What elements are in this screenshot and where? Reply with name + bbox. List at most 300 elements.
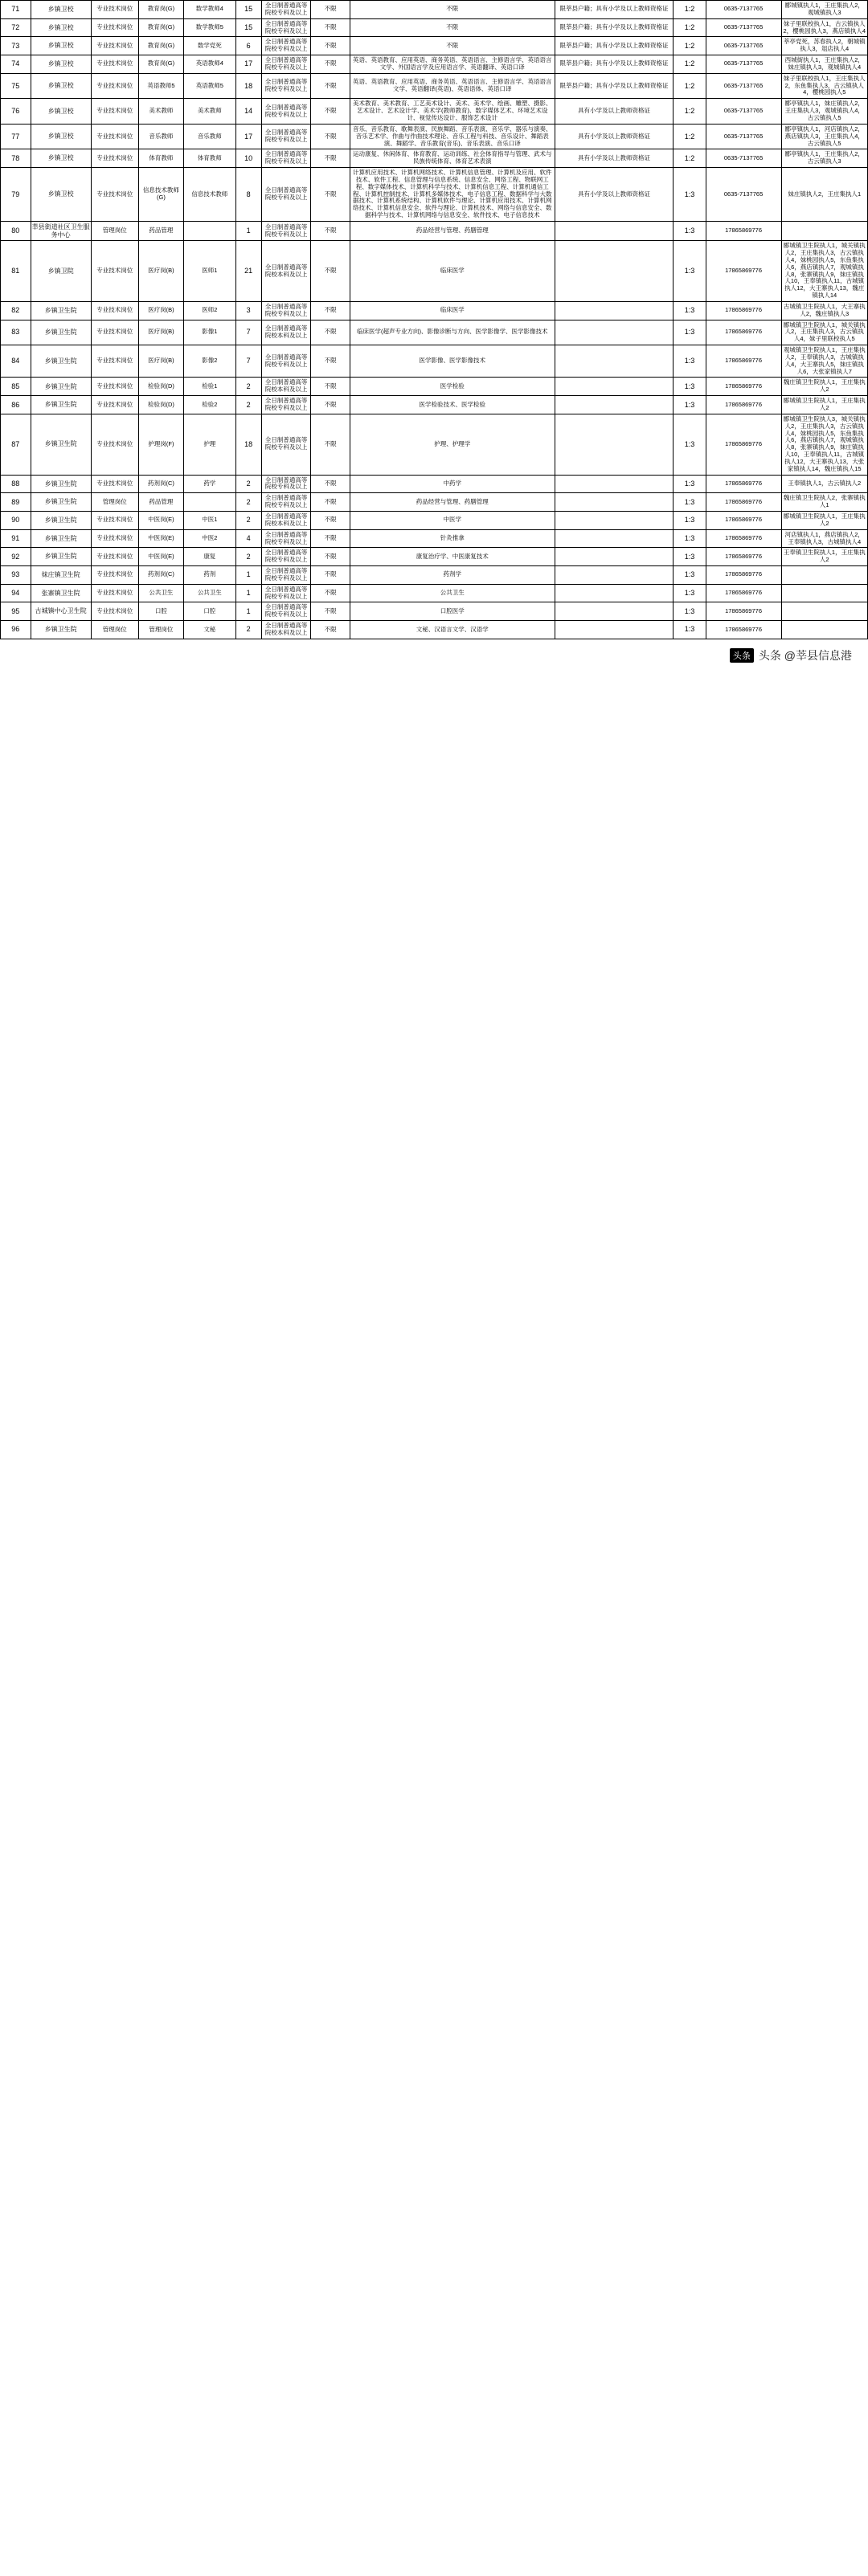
cell-cat: 专业技术岗位 [91,55,138,74]
cell-major: 音乐、音乐教育、歌舞表演、民族舞蹈、音乐表演、音乐学、器乐与演奏、音乐艺术学、作曲与作曲技术理论、音乐工程与科技、音乐设计、舞蹈表演、舞蹈学、音乐教育(音乐)、音乐表演、音乐口译 [350,124,555,149]
cell-major: 不限 [350,1,555,19]
cell-other [555,602,674,621]
cell-cat: 专业技术岗位 [91,566,138,585]
cell-code: 中医1 [184,511,235,529]
cell-major: 药品经营与管理、药膳管理 [350,493,555,512]
cell-num: 8 [235,168,261,222]
cell-ratio: 1:3 [674,378,706,396]
cell-name: 医疗岗(B) [138,345,183,378]
cell-tel: 0635-7137765 [706,1,781,19]
cell-other [555,493,674,512]
cell-other: 限莘县户籍；具有小学及以上教师资格证 [555,73,674,99]
cell-ratio: 1:2 [674,149,706,168]
cell-tel: 0635-7137765 [706,124,781,149]
table-row [1,414,868,475]
source-brand [730,647,852,663]
cell-cat: 管理岗位 [91,493,138,512]
cell-major: 针灸推拿 [350,529,555,548]
cell-cat: 专业技术岗位 [91,511,138,529]
cell-no: 95 [1,602,31,621]
cell-note: 郾亭镇执人1，王庄集执人2，古云镇执人3 [781,149,867,168]
cell-deg: 不限 [311,602,350,621]
cell-unit: 乡镇卫校 [31,1,91,19]
cell-ratio: 1:2 [674,124,706,149]
cell-num: 2 [235,493,261,512]
cell-note: 郾城镇卫生院执人3，城关镇执人2，王庄集执人3，古云镇执人4，妹桃园执人5，东鱼集执人6，燕店镇执人7，观城镇执人8，张寨镇执人9，妹庄镇执人10，王奉镇执人11，古城镇执人12，大王寨执人13，大张家镇执人14，魏庄镇执人15 [781,414,867,475]
cell-deg: 不限 [311,221,350,240]
cell-unit: 乡镇卫校 [31,37,91,55]
cell-major: 美术教育、美术教育、工艺美术设计、美术、美术学、绘画、雕塑、摄影、艺术设计、艺术设计学、美术学(教师教育)、数字媒体艺术、环境艺术设计、视觉传达设计、服饰艺术设计 [350,99,555,125]
cell-no: 96 [1,621,31,639]
cell-no: 93 [1,566,31,585]
cell-major: 医学影像、医学影像技术 [350,345,555,378]
cell-num: 17 [235,55,261,74]
table-row [1,301,868,320]
table-row [1,1,868,19]
cell-name: 中医岗(E) [138,511,183,529]
cell-unit: 乡镇卫生院 [31,301,91,320]
cell-cat: 专业技术岗位 [91,602,138,621]
cell-ratio: 1:2 [674,55,706,74]
cell-code: 药学 [184,475,235,493]
cell-unit: 乡镇卫校 [31,124,91,149]
cell-deg: 不限 [311,414,350,475]
cell-name: 教育岗(G) [138,18,183,37]
cell-name: 口腔 [138,602,183,621]
cell-no: 74 [1,55,31,74]
table-row [1,99,868,125]
cell-num: 15 [235,18,261,37]
cell-num: 2 [235,475,261,493]
cell-edu: 全日制普通高等院校专科及以上 [261,99,311,125]
cell-no: 82 [1,301,31,320]
cell-deg: 不限 [311,548,350,566]
cell-name: 药品管理 [138,493,183,512]
cell-unit: 乡镇卫校 [31,149,91,168]
cell-note: 郾城镇卫生院执人1，王庄集执人2 [781,511,867,529]
cell-code: 体育教师 [184,149,235,168]
cell-tel: 0635-7137765 [706,149,781,168]
table-row [1,345,868,378]
cell-cat: 专业技术岗位 [91,548,138,566]
cell-cat: 专业技术岗位 [91,301,138,320]
cell-cat: 专业技术岗位 [91,320,138,345]
cell-edu: 全日制普通高等院校专科及以上 [261,37,311,55]
cell-ratio: 1:3 [674,602,706,621]
cell-major: 口腔医学 [350,602,555,621]
cell-note: 魏庄镇卫生院执人1，王庄集执人2 [781,378,867,396]
cell-major: 临床医学 [350,241,555,302]
cell-num: 7 [235,345,261,378]
cell-ratio: 1:3 [674,301,706,320]
cell-unit: 妹庄镇卫生院 [31,566,91,585]
cell-code: 影像1 [184,320,235,345]
cell-other [555,221,674,240]
cell-other [555,320,674,345]
cell-ratio: 1:3 [674,621,706,639]
cell-deg: 不限 [311,584,350,602]
table-row [1,602,868,621]
cell-num: 1 [235,602,261,621]
cell-unit: 乡镇卫生院 [31,414,91,475]
cell-ratio: 1:3 [674,475,706,493]
table-row [1,221,868,240]
cell-cat: 专业技术岗位 [91,241,138,302]
table-row [1,529,868,548]
cell-tel: 17865869776 [706,511,781,529]
cell-code: 康复 [184,548,235,566]
source-label: 头条 @莘县信息港 [758,648,852,662]
cell-major: 不限 [350,18,555,37]
cell-note: 郾城镇卫生院执人1，城关镇执人2，王庄集执人3，古云镇执人4，妹子里联校执人5 [781,320,867,345]
cell-edu: 全日制普通高等院校专科及以上 [261,124,311,149]
cell-deg: 不限 [311,149,350,168]
cell-num: 2 [235,511,261,529]
cell-edu: 全日制普通高等院校专科及以上 [261,18,311,37]
cell-other [555,584,674,602]
table-row [1,475,868,493]
cell-code: 检验1 [184,378,235,396]
cell-code: 数学教师5 [184,18,235,37]
cell-num: 1 [235,221,261,240]
cell-deg: 不限 [311,621,350,639]
cell-no: 90 [1,511,31,529]
cell-tel: 0635-7137765 [706,37,781,55]
cell-edu: 全日制普通高等院校专科及以上 [261,1,311,19]
cell-major: 计算机应用技术、计算机网络技术、计算机信息管理、计算机及应用、软件技术、软件工程、信息管理与信息系统、信息安全、网络工程、物联网工程、数字媒体技术、计算机科学与技术、计算机信息工程、计算机通信工程、计算机控制技术、计算机多媒体技术、电子信息工程、数据科学与大数据技术、计算机系统结构、计算机软件与理论、计算机应用技术、计算机网络技术、计算机信息安全、软件与理论、计算机技术、网络与信息安全、数据科学与技术、计算机网络与信息安全、软件技术、电子信息技术 [350,168,555,222]
cell-tel: 17865869776 [706,320,781,345]
table-row [1,584,868,602]
cell-num: 18 [235,73,261,99]
cell-name: 英语教师5 [138,73,183,99]
cell-other [555,396,674,414]
cell-other [555,345,674,378]
cell-code: 数学党死 [184,37,235,55]
cell-unit: 乡镇卫生院 [31,493,91,512]
table-row [1,396,868,414]
cell-major: 中药学 [350,475,555,493]
cell-no: 91 [1,529,31,548]
cell-other [555,378,674,396]
cell-num: 1 [235,566,261,585]
cell-other: 限莘县户籍；具有小学及以上教师资格证 [555,55,674,74]
cell-tel: 17865869776 [706,548,781,566]
cell-edu: 全日制普通高等院校专科及以上 [261,168,311,222]
cell-deg: 不限 [311,55,350,74]
cell-deg: 不限 [311,73,350,99]
cell-cat: 专业技术岗位 [91,529,138,548]
cell-ratio: 1:2 [674,37,706,55]
cell-major: 药剂学 [350,566,555,585]
cell-code: 医师2 [184,301,235,320]
cell-name: 中医岗(E) [138,548,183,566]
cell-tel: 17865869776 [706,584,781,602]
cell-major: 英语、英语教育、应用英语、商务英语、英语语言、主修语言学、英语语言文学、外国语言学及应用语言学、英语翻译、英语口译 [350,55,555,74]
cell-other: 限莘县户籍；具有小学及以上教师资格证 [555,37,674,55]
cell-deg: 不限 [311,99,350,125]
cell-unit: 乡镇卫生院 [31,475,91,493]
cell-no: 80 [1,221,31,240]
cell-unit: 乡镇卫院 [31,241,91,302]
cell-deg: 不限 [311,301,350,320]
recruitment-table [0,0,868,639]
table-body [1,1,868,639]
cell-unit: 乡镇卫校 [31,99,91,125]
cell-name: 护理岗(F) [138,414,183,475]
cell-other [555,414,674,475]
cell-no: 75 [1,73,31,99]
cell-name: 教育岗(G) [138,1,183,19]
cell-other: 具有小学及以上教师资格证 [555,99,674,125]
table-row [1,320,868,345]
cell-unit: 乡镇卫校 [31,18,91,37]
cell-other [555,566,674,585]
cell-ratio: 1:3 [674,241,706,302]
cell-no: 86 [1,396,31,414]
cell-code: 检验2 [184,396,235,414]
cell-unit: 乡镇卫生院 [31,511,91,529]
cell-name: 教育岗(G) [138,37,183,55]
table-row [1,124,868,149]
cell-edu: 全日制普通高等院校本科及以上 [261,320,311,345]
cell-cat: 管理岗位 [91,621,138,639]
table-row [1,18,868,37]
cell-num: 4 [235,529,261,548]
cell-deg: 不限 [311,241,350,302]
cell-cat: 专业技术岗位 [91,149,138,168]
cell-ratio: 1:3 [674,396,706,414]
cell-ratio: 1:2 [674,73,706,99]
cell-note: 郾城镇卫生院执人1，城关镇执人2，王庄集执人3，古云镇执人4，妹桃园执人5，东鱼集执人6，燕店镇执人7，观城镇执人8，张寨镇执人9，妹庄镇执人10，王奉镇执人11，古城镇执人12，大王寨执人13，魏庄镇执人14 [781,241,867,302]
cell-unit: 乡镇卫生院 [31,345,91,378]
cell-deg: 不限 [311,37,350,55]
cell-code: 医师1 [184,241,235,302]
cell-no: 89 [1,493,31,512]
cell-note: 观城镇卫生院执人1，王庄集执人2，王奉镇执人3，古城镇执人4，大王寨执人5，妹庄镇执人6，大张家镇执人7 [781,345,867,378]
cell-tel: 17865869776 [706,529,781,548]
cell-cat: 管理岗位 [91,221,138,240]
cell-note: 郾亭镇执人1，河店镇执人2，燕店镇执人3，王庄集执人4，古云镇执人5 [781,124,867,149]
cell-major: 药品经营与管理、药膳管理 [350,221,555,240]
cell-major: 中医学 [350,511,555,529]
cell-cat: 专业技术岗位 [91,345,138,378]
cell-deg: 不限 [311,320,350,345]
cell-name: 美术教师 [138,99,183,125]
cell-name: 体育教师 [138,149,183,168]
cell-major: 英语、英语教育、应用英语、商务英语、英语语言、主修语言学、英语语言文学、英语翻译(英语)、英语语体、英语口译 [350,73,555,99]
cell-deg: 不限 [311,168,350,222]
cell-deg: 不限 [311,511,350,529]
cell-other: 具有小学及以上教师资格证 [555,168,674,222]
cell-edu: 全日制普通高等院校专科及以上 [261,221,311,240]
cell-num: 3 [235,301,261,320]
cell-other [555,511,674,529]
toutiao-logo: 头条 [730,648,754,663]
cell-tel: 17865869776 [706,221,781,240]
cell-tel: 17865869776 [706,602,781,621]
cell-unit: 古城镇中心卫生院 [31,602,91,621]
table-row [1,621,868,639]
cell-note: 魏庄镇卫生院执人2，张寨镇执人1 [781,493,867,512]
cell-deg: 不限 [311,493,350,512]
cell-note: 妹子里联校执人1，古云镇执人2，樱桃园执人3，燕店镇执人4 [781,18,867,37]
cell-no: 78 [1,149,31,168]
cell-cat: 专业技术岗位 [91,378,138,396]
cell-ratio: 1:3 [674,221,706,240]
cell-unit: 乡镇卫生院 [31,621,91,639]
cell-note: 妹庄镇执人2，王庄集执人1 [781,168,867,222]
cell-code: 药剂 [184,566,235,585]
cell-edu: 全日制普通高等院校专科及以上 [261,414,311,475]
cell-note: 郾城镇执人1，王庄集执人2，观城镇执人3 [781,1,867,19]
cell-no: 79 [1,168,31,222]
cell-tel: 17865869776 [706,566,781,585]
cell-no: 77 [1,124,31,149]
cell-note: 莘亭党死，苏春执人2，朝城镇执人3，俎店执人4 [781,37,867,55]
cell-ratio: 1:3 [674,414,706,475]
cell-tel: 17865869776 [706,475,781,493]
cell-deg: 不限 [311,18,350,37]
cell-other [555,529,674,548]
cell-code: 文秘 [184,621,235,639]
table-row [1,566,868,585]
table-row [1,37,868,55]
cell-note: 王奉镇卫生院执人1，王庄集执人2 [781,548,867,566]
cell-edu: 全日制普通高等院校本科及以上 [261,241,311,302]
cell-other [555,475,674,493]
cell-unit: 乡镇卫生院 [31,396,91,414]
cell-code [184,493,235,512]
cell-edu: 全日制普通高等院校专科及以上 [261,475,311,493]
cell-edu: 全日制普通高等院校专科及以上 [261,149,311,168]
cell-edu: 全日制普通高等院校专科及以上 [261,584,311,602]
cell-cat: 专业技术岗位 [91,475,138,493]
cell-ratio: 1:2 [674,99,706,125]
cell-code: 信息技术教师 [184,168,235,222]
cell-major: 运动康复、休闲体育、体育教育、运动训练、社会体育指导与管理、武术与民族传统体育、体育艺术表演 [350,149,555,168]
cell-edu: 全日制普通高等院校专科及以上 [261,396,311,414]
cell-tel: 17865869776 [706,396,781,414]
cell-other [555,621,674,639]
cell-unit: 乡镇卫生院 [31,378,91,396]
cell-code: 英语教师5 [184,73,235,99]
cell-deg: 不限 [311,475,350,493]
cell-name: 公共卫生 [138,584,183,602]
cell-name: 药剂岗(C) [138,475,183,493]
cell-no: 85 [1,378,31,396]
cell-edu: 全日制普通高等院校专科及以上 [261,55,311,74]
cell-name: 医疗岗(B) [138,320,183,345]
cell-name: 医疗岗(B) [138,301,183,320]
cell-tel: 0635-7137765 [706,168,781,222]
cell-cat: 专业技术岗位 [91,396,138,414]
cell-other: 限莘县户籍；具有小学及以上教师资格证 [555,18,674,37]
cell-unit: 乡镇卫校 [31,168,91,222]
cell-ratio: 1:2 [674,18,706,37]
cell-no: 88 [1,475,31,493]
cell-no: 72 [1,18,31,37]
cell-tel: 17865869776 [706,414,781,475]
cell-name: 检验岗(D) [138,378,183,396]
cell-other [555,241,674,302]
table-row [1,548,868,566]
table-row [1,73,868,99]
cell-no: 84 [1,345,31,378]
cell-code: 口腔 [184,602,235,621]
cell-num: 2 [235,378,261,396]
cell-other: 具有小学及以上教师资格证 [555,149,674,168]
cell-cat: 专业技术岗位 [91,168,138,222]
cell-major: 临床医学(超声专业方向)、影像诊断与方向、医学影像学、医学影像技术 [350,320,555,345]
cell-num: 2 [235,621,261,639]
cell-cat: 专业技术岗位 [91,1,138,19]
cell-major: 护理、护理学 [350,414,555,475]
cell-tel: 17865869776 [706,621,781,639]
cell-edu: 全日制普通高等院校专科及以上 [261,548,311,566]
cell-tel: 0635-7137765 [706,99,781,125]
cell-edu: 全日制普通高等院校本科及以上 [261,621,311,639]
cell-code: 英语教师4 [184,55,235,74]
table-row [1,493,868,512]
cell-edu: 全日制普通高等院校专科及以上 [261,345,311,378]
cell-ratio: 1:3 [674,584,706,602]
cell-other [555,301,674,320]
cell-major: 临床医学 [350,301,555,320]
cell-name: 药品管理 [138,221,183,240]
cell-unit: 乡镇卫校 [31,55,91,74]
cell-cat: 专业技术岗位 [91,99,138,125]
cell-no: 83 [1,320,31,345]
cell-major: 医学检验 [350,378,555,396]
cell-code: 中医2 [184,529,235,548]
cell-note: 妹子里联校执人1，王庄集执人2，东鱼集执人3，古云镇执人4，樱桃园执人5 [781,73,867,99]
cell-note [781,566,867,585]
cell-major: 医学检验技术、医学检验 [350,396,555,414]
cell-note: 西城街执人1，王庄集执人2，妹庄镇执人3，观城镇执人4 [781,55,867,74]
cell-no: 92 [1,548,31,566]
cell-note: 王奉镇执人1，古云镇执人2 [781,475,867,493]
cell-ratio: 1:3 [674,320,706,345]
cell-name: 医疗岗(B) [138,241,183,302]
cell-other: 限莘县户籍；具有小学及以上教师资格证 [555,1,674,19]
cell-unit: 张寨镇卫生院 [31,584,91,602]
cell-num: 14 [235,99,261,125]
cell-ratio: 1:3 [674,548,706,566]
cell-cat: 专业技术岗位 [91,37,138,55]
cell-unit: 乡镇卫校 [31,73,91,99]
cell-edu: 全日制普通高等院校专科及以上 [261,301,311,320]
cell-no: 94 [1,584,31,602]
cell-deg: 不限 [311,1,350,19]
cell-cat: 专业技术岗位 [91,18,138,37]
cell-note: 郾城镇卫生院执人1，王庄集执人2 [781,396,867,414]
cell-code [184,221,235,240]
cell-edu: 全日制普通高等院校本科及以上 [261,378,311,396]
footer-watermark [0,639,868,672]
cell-note [781,602,867,621]
cell-tel: 17865869776 [706,493,781,512]
cell-no: 87 [1,414,31,475]
table-row [1,241,868,302]
cell-tel: 0635-7137765 [706,73,781,99]
cell-cat: 专业技术岗位 [91,414,138,475]
cell-tel: 17865869776 [706,301,781,320]
cell-edu: 全日制普通高等院校专科及以上 [261,602,311,621]
cell-ratio: 1:3 [674,566,706,585]
cell-code: 影像2 [184,345,235,378]
cell-code: 美术教师 [184,99,235,125]
cell-ratio: 1:3 [674,493,706,512]
